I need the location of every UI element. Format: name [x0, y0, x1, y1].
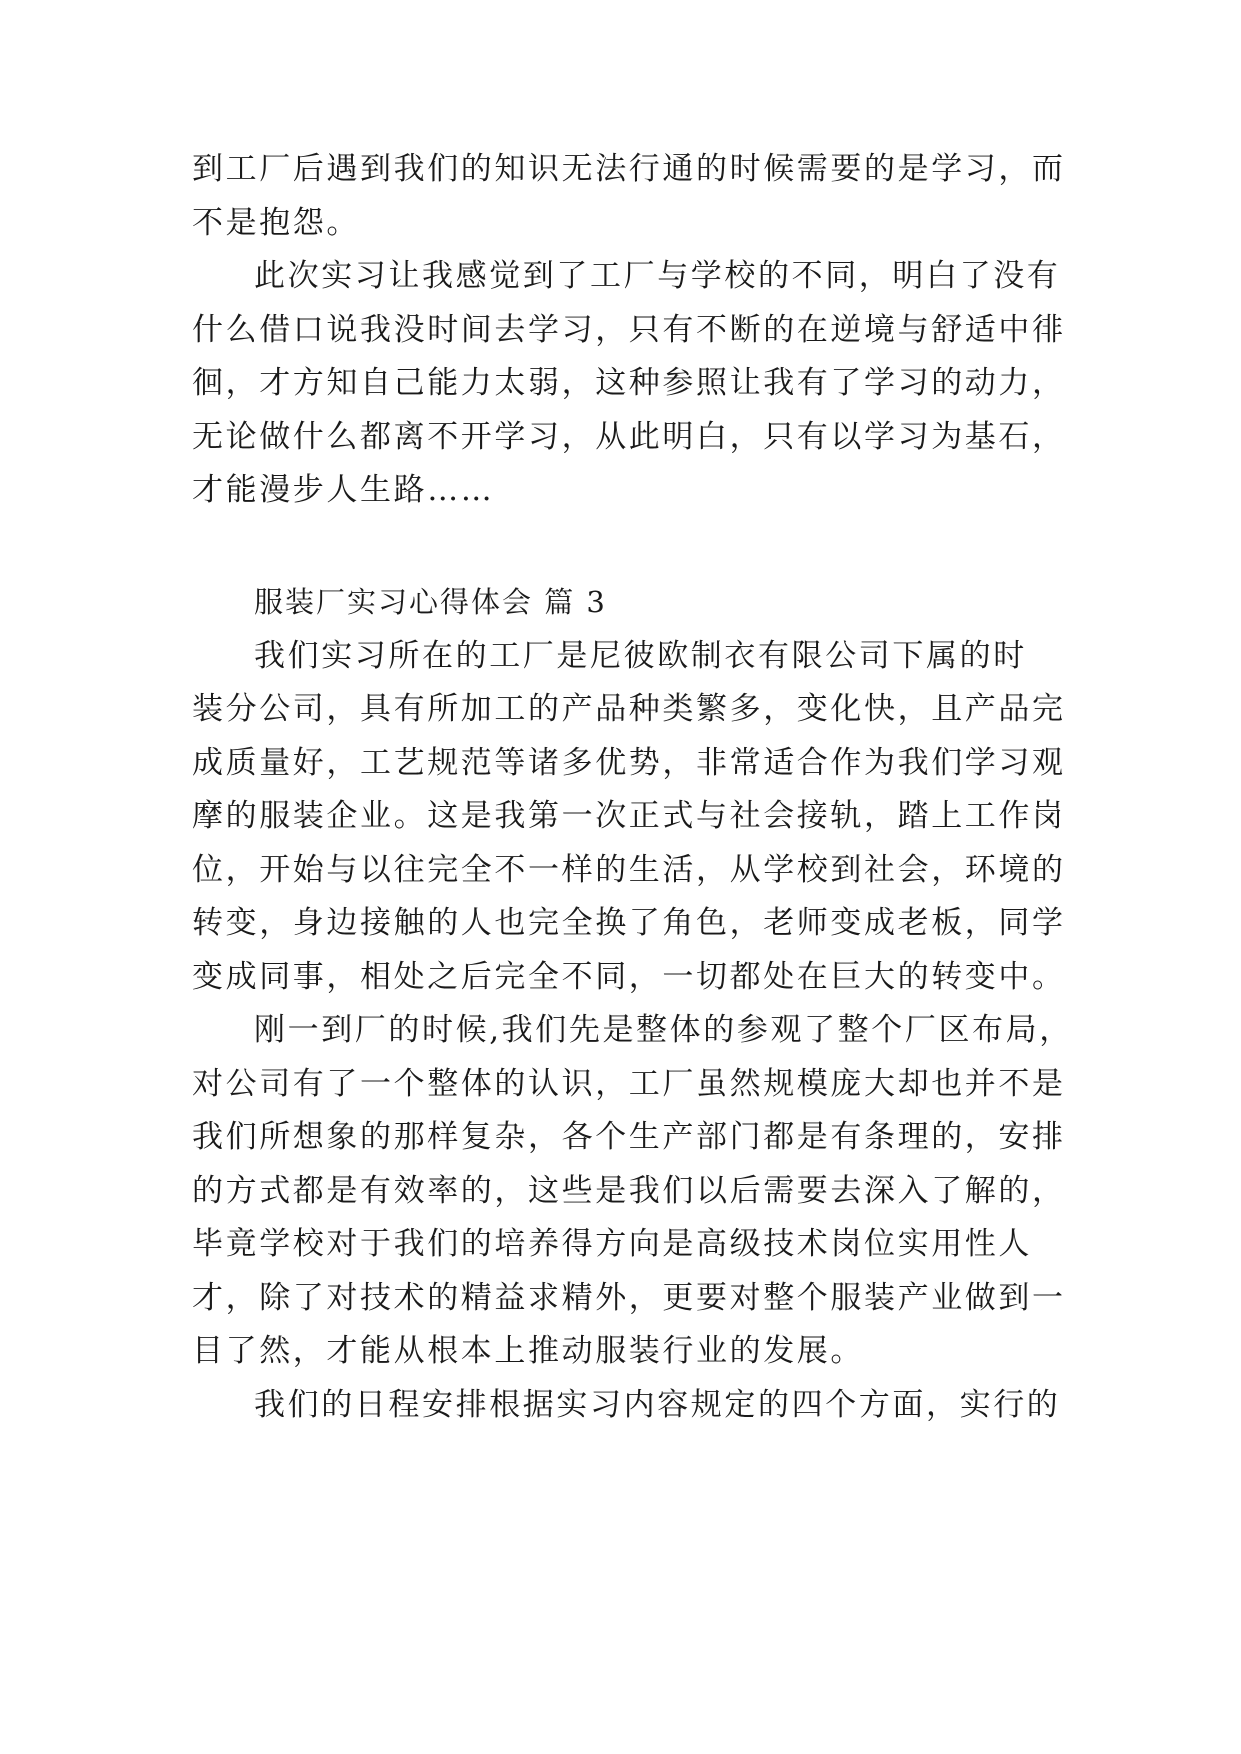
text-line: 我们的日程安排根据实习内容规定的四个方面，实行的	[254, 1387, 1061, 1423]
text-line: 刚一到厂的时候,我们先是整体的参观了整个厂区布局，	[254, 1012, 1073, 1048]
text-line: 目了然，才能从根本上推动服装行业的发展。	[192, 1333, 864, 1369]
text-line: 转变，身边接触的人也完全换了角色，老师变成老板，同学	[192, 905, 1066, 941]
text-line: 此次实习让我感觉到了工厂与学校的不同，明白了没有	[254, 258, 1061, 294]
text-line: 的方式都是有效率的，这些是我们以后需要去深入了解的，	[192, 1173, 1066, 1209]
text-line: 才，除了对技术的精益求精外，更要对整个服装产业做到一	[192, 1280, 1066, 1316]
text-line: 变成同事，相处之后完全不同，一切都处在巨大的转变中。	[192, 959, 1066, 995]
text-line: 什么借口说我没时间去学习，只有不断的在逆境与舒适中徘	[192, 312, 1066, 348]
text-line: 位，开始与以往完全不一样的生活，从学校到社会，环境的	[192, 852, 1066, 888]
text-line: 毕竟学校对于我们的培养得方向是高级技术岗位实用性人	[192, 1226, 1032, 1262]
text-line: 徊，才方知自己能力太弱，这种参照让我有了学习的动力，	[192, 365, 1066, 401]
text-line: 我们实习所在的工厂是尼彼欧制衣有限公司下属的时	[254, 638, 1027, 674]
section-heading: 服装厂实习心得体会 篇 3	[254, 585, 607, 619]
text-line: 摩的服装企业。这是我第一次正式与社会接轨，踏上工作岗	[192, 798, 1066, 834]
text-line: 不是抱怨。	[192, 205, 360, 241]
text-line: 无论做什么都离不开学习，从此明白，只有以学习为基石，	[192, 419, 1066, 455]
text-line: 才能漫步人生路……	[192, 472, 495, 508]
text-line: 成质量好，工艺规范等诸多优势，非常适合作为我们学习观	[192, 745, 1066, 781]
text-line: 我们所想象的那样复杂，各个生产部门都是有条理的，安排	[192, 1119, 1066, 1155]
text-line: 到工厂后遇到我们的知识无法行通的时候需要的是学习，而	[192, 151, 1066, 187]
text-line: 对公司有了一个整体的认识，工厂虽然规模庞大却也并不是	[192, 1066, 1066, 1102]
text-line: 装分公司，具有所加工的产品种类繁多，变化快，且产品完	[192, 691, 1066, 727]
